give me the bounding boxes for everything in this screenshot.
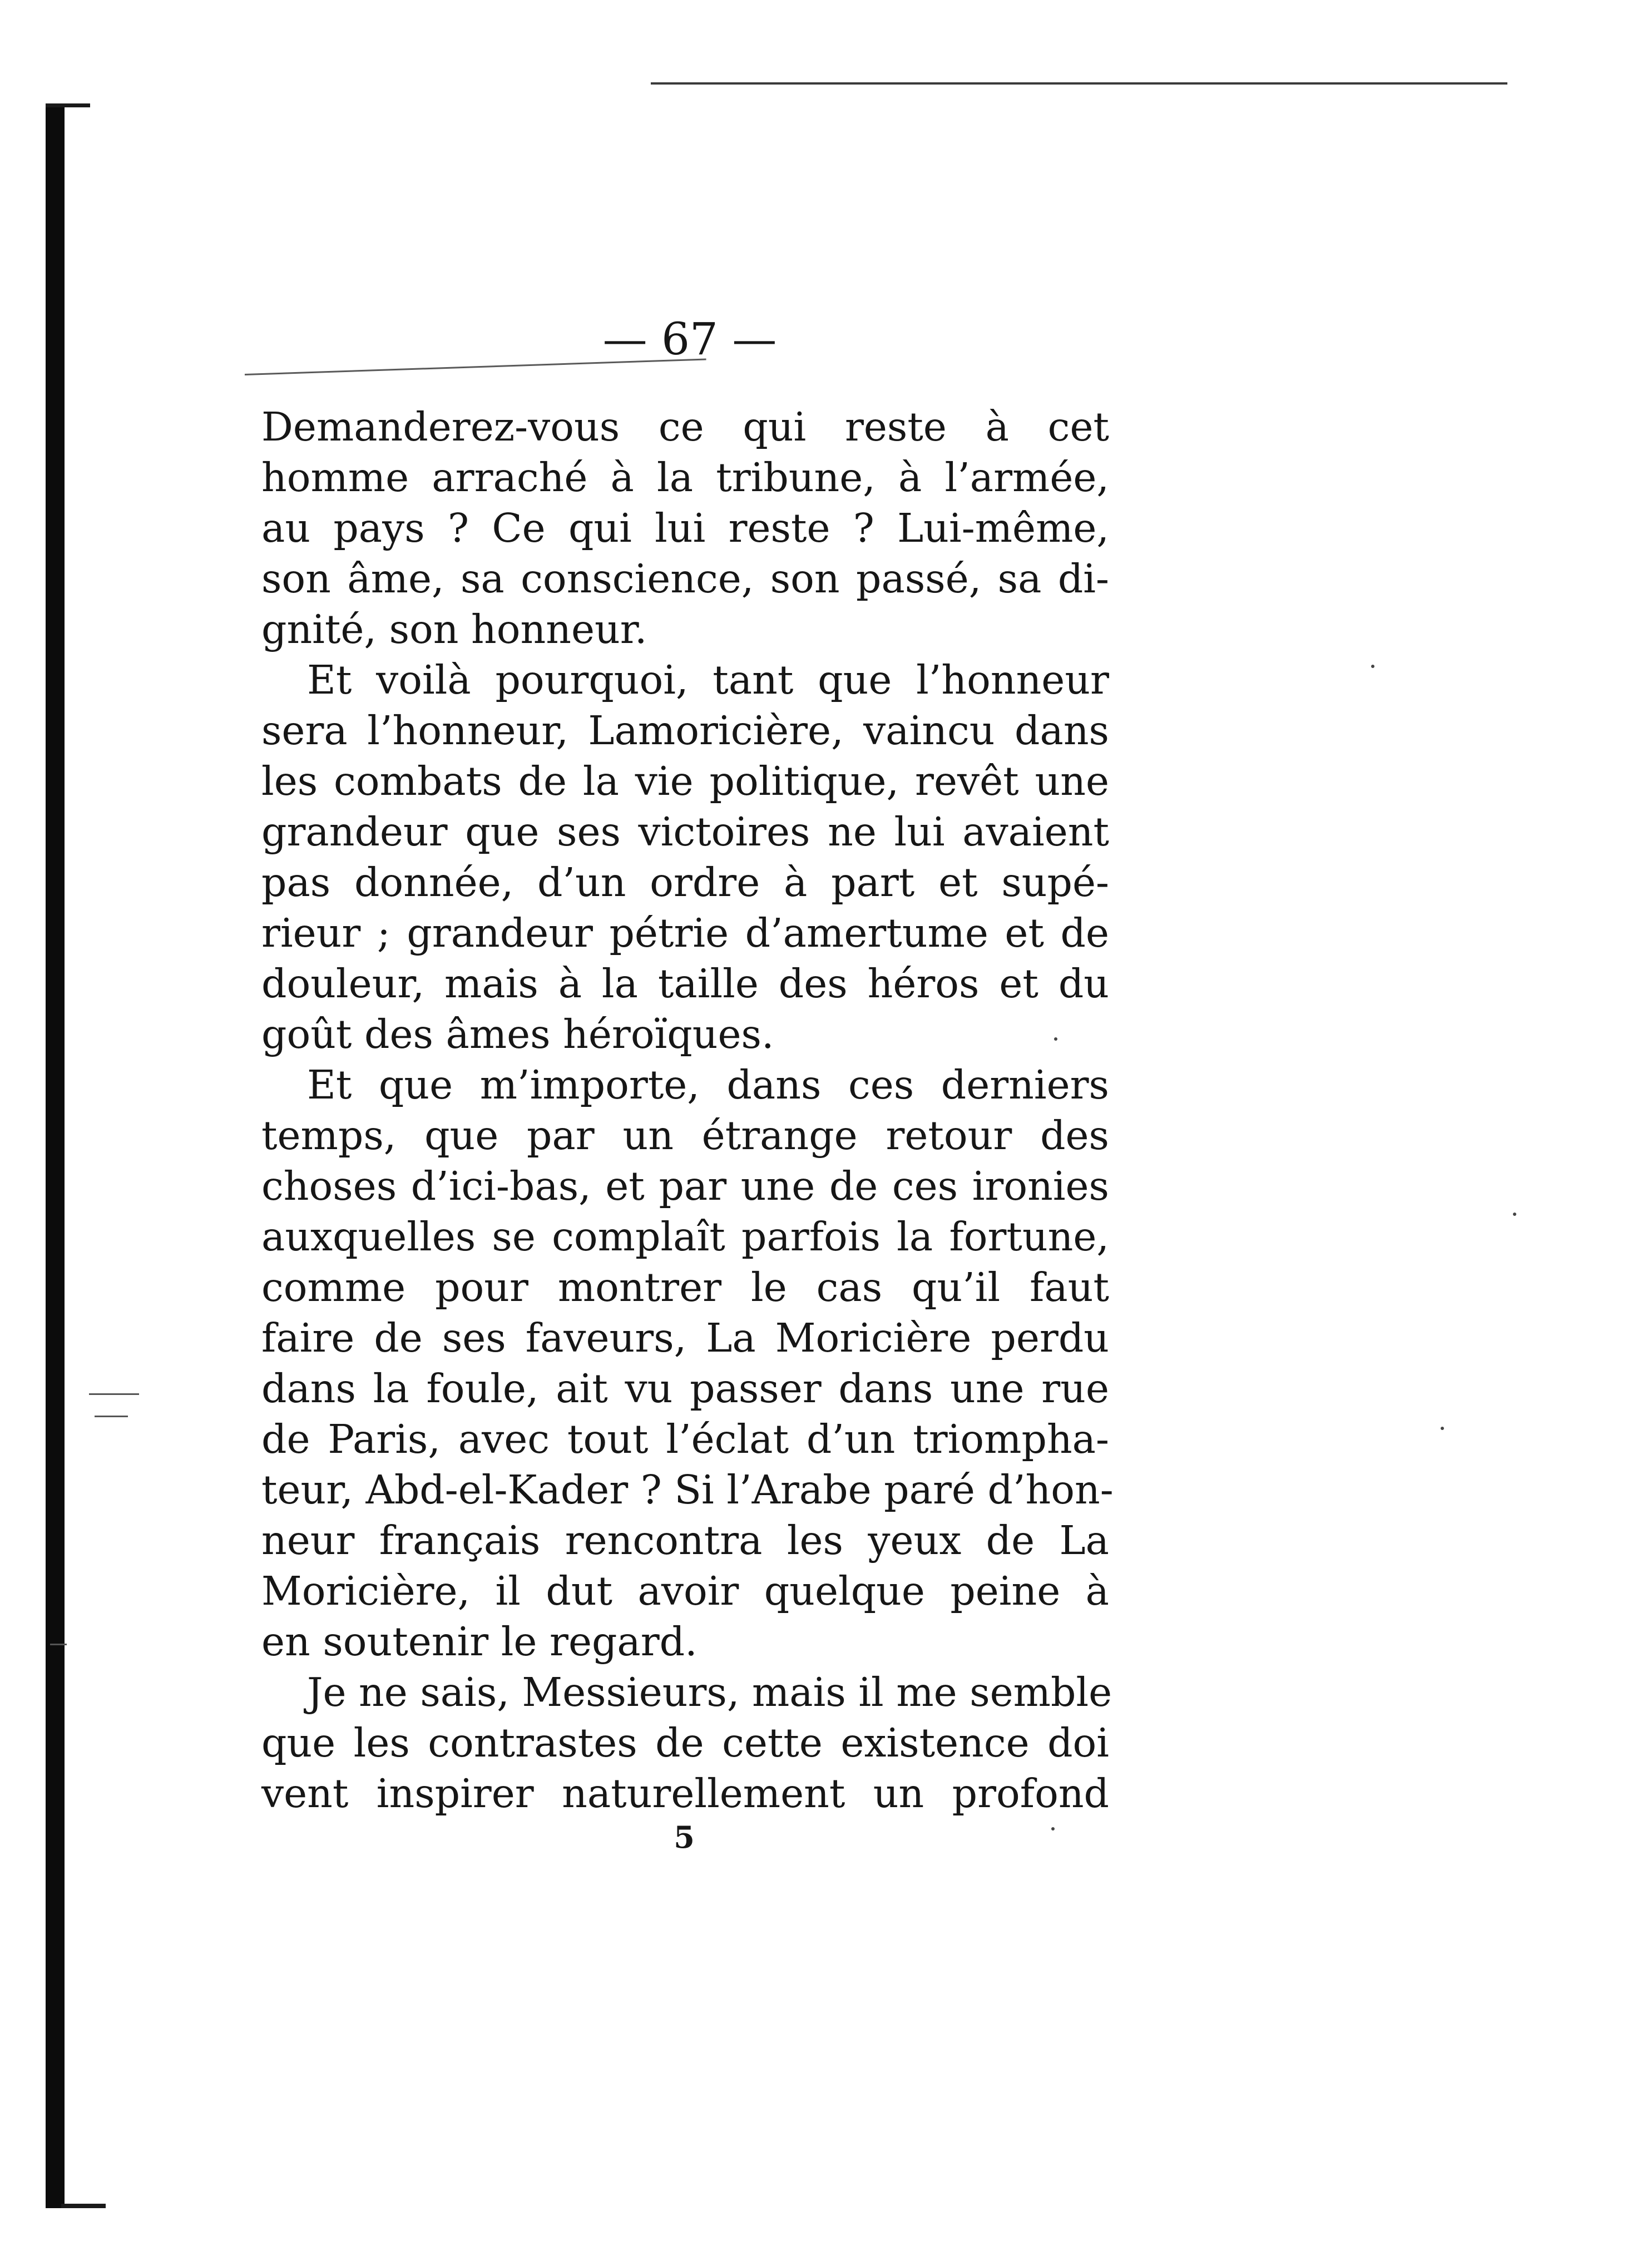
text-line: temps, que par un étrange retour des [261,1112,1109,1159]
text-line: teur, Abd-el-Kader ? Si l’Arabe paré d’hon- [261,1467,1114,1513]
text-line: dans la foule, ait vu passer dans une rue [261,1365,1109,1412]
margin-dash-mark [95,1416,128,1417]
page-header-number: — 67 — [602,313,777,365]
text-line: douleur, mais à la taille des héros et du [261,961,1109,1007]
margin-dash-mark [50,1644,67,1645]
text-line: les combats de la vie politique, revêt une [261,758,1109,804]
top-scan-rule [651,82,1507,85]
text-line: que les contrastes de cette existence doi [261,1720,1109,1766]
margin-dash-mark [89,1393,139,1395]
text-line: rieur ; grandeur pétrie d’amertume et de [261,910,1109,956]
text-line: au pays ? Ce qui lui reste ? Lui-même, [261,505,1109,551]
text-line: Et voilà pourquoi, tant que l’honneur [307,657,1109,703]
text-line: vent inspirer naturellement un profond [261,1770,1109,1817]
binding-edge-top-mark [46,103,90,107]
text-line: Demanderez-vous ce qui reste à cet [261,404,1109,450]
text-line: comme pour montrer le cas qu’il faut [261,1264,1109,1310]
text-line: pas donnée, d’un ordre à part et supé- [261,859,1109,906]
text-line: Je ne sais, Messieurs, mais il me semble [307,1669,1112,1715]
text-line: en soutenir le regard. [261,1619,698,1665]
text-line: de Paris, avec tout l’éclat d’un triompha- [261,1416,1109,1462]
text-line: faire de ses faveurs, La Moricière perdu [261,1315,1109,1361]
text-line: gnité, son honneur. [261,606,647,652]
binding-edge-bottom-mark [61,2204,106,2208]
scan-speck [1441,1427,1444,1430]
scan-speck [1371,665,1374,668]
text-line: Et que m’importe, dans ces derniers [307,1062,1109,1108]
body-text [261,402,1114,1819]
text-line: son âme, sa conscience, son passé, sa di- [261,556,1109,602]
text-line: neur français rencontra les yeux de La [261,1517,1109,1564]
page-binding-edge [46,106,65,2208]
text-line: auxquelles se complaît parfois la fortune, [261,1214,1109,1260]
text-line: grandeur que ses victoires ne lui avaient [261,809,1109,855]
scan-speck [1051,1827,1055,1830]
text-line: choses d’ici-bas, et par une de ces ironies [261,1163,1109,1209]
printer-signature-mark: 5 [674,1819,695,1855]
text-line: goût des âmes héroïques. [261,1011,774,1057]
text-line: Moricière, il dut avoir quelque peine à [261,1568,1109,1614]
text-line: sera l’honneur, Lamoricière, vaincu dans [261,707,1109,754]
scan-speck [1513,1213,1516,1216]
text-line: homme arraché à la tribune, à l’armée, [261,454,1109,501]
